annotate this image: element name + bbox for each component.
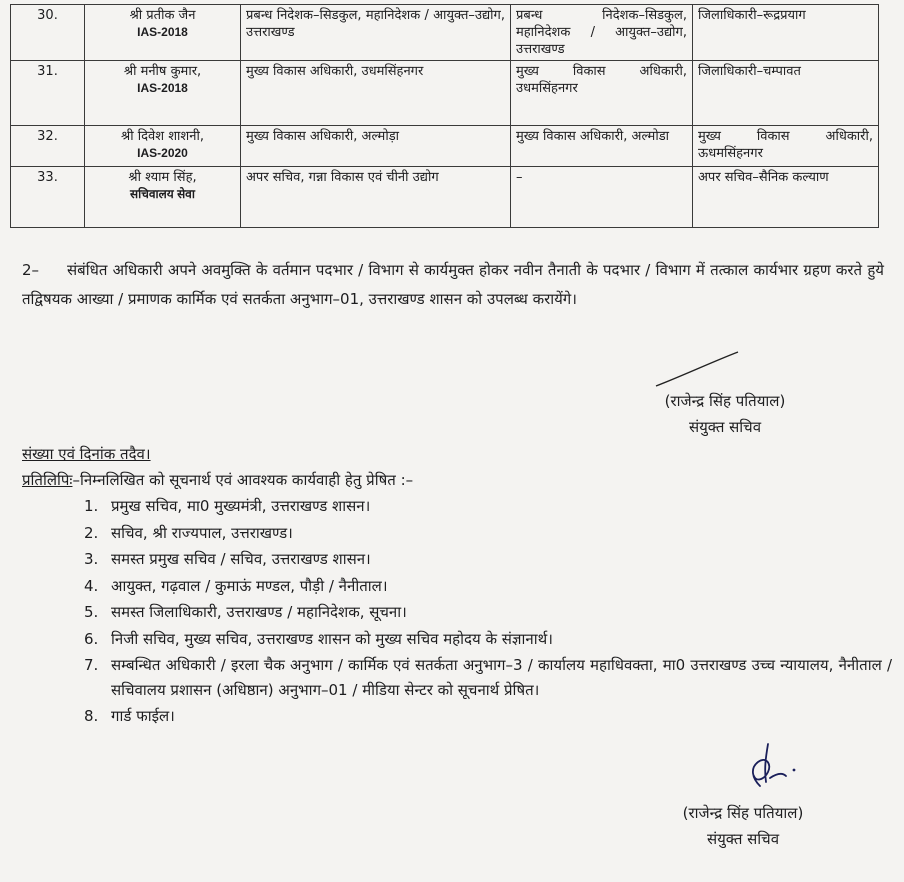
list-item: 3. समस्त प्रमुख सचिव / सचिव, उत्तराखण्ड शासन। [84, 550, 371, 568]
signatory-designation: संयुक्त सचिव [706, 830, 780, 848]
officer-cell [85, 126, 241, 167]
signatory-name: (राजेन्द्र सिंह पतियाल) [682, 804, 804, 822]
officer-cell [85, 61, 241, 126]
signature-block-bottom [628, 800, 858, 852]
current-post: अपर सचिव, गन्ना विकास एवं चीनी उद्योग [241, 167, 511, 228]
officer-service: सचिवालय सेवा [130, 187, 195, 201]
list-item: 2. सचिव, श्री राज्यपाल, उत्तराखण्ड। [84, 523, 293, 542]
reference-date-line: संख्या एवं दिनांक तदैव। [22, 445, 151, 463]
new-posting: अपर सचिव–सैनिक कल्याण [693, 167, 879, 228]
table-row [11, 5, 879, 61]
copy-heading-text: –निम्नलिखित को सूचनार्थ एवं आवश्यक कार्यवाही हेतु प्रेषित :– [72, 471, 414, 489]
signature-stroke [652, 350, 742, 390]
copy-recipient-list [84, 494, 892, 731]
officer-name: श्री प्रतीक जैन [129, 8, 196, 23]
current-post: मुख्य विकास अधिकारी, अल्मोड़ा [241, 126, 511, 167]
signature-initials [742, 738, 802, 794]
row-serial: 31. [11, 61, 85, 126]
new-posting: जिलाधिकारी–रूद्रप्रयाग [693, 5, 879, 61]
officer-cell [85, 5, 241, 61]
list-item: 7. सम्बन्धित अधिकारी / इरला चैक अनुभाग / कार्मिक एवं सतर्कता अनुभाग–3 / कार्यालय महाधिवक्ता, मा0 उत्तराखण्ड उच्च न्यायालय, नैनीताल / सचिवालय प्रशासन (अधिष्ठान) अनुभाग–01 / मीडिया सेन्टर को सूचनार्थ प्रेषित। [84, 656, 892, 699]
officer-name: श्री दिवेश शाशनी, [121, 129, 204, 144]
table-row [11, 126, 879, 167]
current-post: मुख्य विकास अधिकारी, उधमसिंहनगर [241, 61, 511, 126]
paragraph-text: संबंधित अधिकारी अपने अवमुक्ति के वर्तमान पदभार / विभाग से कार्यमुक्त होकर नवीन तैनाती के पदभार / विभाग में तत्काल कार्यभार ग्रहण करते हुये तद्विषयक आख्या / प्रमाणक कार्मिक एवं सतर्कता अनुभाग–01, उत्तराखण्ड शासन को उपलब्ध करायेंगे। [22, 261, 884, 308]
signature-block-top [610, 388, 840, 440]
copy-heading [22, 470, 413, 490]
officer-name: श्री श्याम सिंह, [128, 170, 197, 185]
row-serial: 33. [11, 167, 85, 228]
list-item: 4. आयुक्त, गढ़वाल / कुमाऊं मण्डल, पौड़ी / नैनीताल। [84, 576, 388, 595]
relieved-from: प्रबन्ध निदेशक–सिडकुल, महानिदेशक / आयुक्त–उद्योग, उत्तराखण्ड [511, 5, 693, 61]
signatory-designation: संयुक्त सचिव [688, 418, 762, 436]
table-row [11, 167, 879, 228]
list-item: 5. समस्त जिलाधिकारी, उत्तराखण्ड / महानिदेशक, सूचना। [84, 603, 407, 621]
copy-heading-label: प्रतिलिपिः [22, 471, 73, 489]
officer-service: IAS-2020 [137, 146, 188, 160]
officer-service: IAS-2018 [137, 25, 188, 39]
new-posting: मुख्य विकास अधिकारी, ऊधमसिंहनगर [693, 126, 879, 167]
relieved-from: मुख्य विकास अधिकारी, उधमसिंहनगर [511, 61, 693, 126]
transfer-table [10, 4, 879, 228]
relieved-from: मुख्य विकास अधिकारी, अल्मोडा [511, 126, 693, 167]
relieved-from: – [511, 167, 693, 228]
list-item: 6. निजी सचिव, मुख्य सचिव, उत्तराखण्ड शासन को मुख्य सचिव महोदय के संज्ञानार्थ। [84, 629, 553, 648]
row-serial: 30. [11, 5, 85, 61]
list-item: 1. प्रमुख सचिव, मा0 मुख्यमंत्री, उत्तराखण्ड शासन। [84, 497, 371, 515]
paragraph-number: 2– [22, 261, 40, 279]
officer-service: IAS-2018 [137, 81, 188, 95]
new-posting: जिलाधिकारी–चम्पावत [693, 61, 879, 126]
list-item: 8. गार्ड फाईल। [84, 707, 175, 725]
officer-cell [85, 167, 241, 228]
current-post: प्रबन्ध निदेशक–सिडकुल, महानिदेशक / आयुक्त–उद्योग, उत्तराखण्ड [241, 5, 511, 61]
row-serial: 32. [11, 126, 85, 167]
instruction-paragraph [22, 256, 884, 314]
table-row [11, 61, 879, 126]
officer-name: श्री मनीष कुमार, [123, 64, 202, 79]
signatory-name: (राजेन्द्र सिंह पतियाल) [664, 392, 786, 410]
